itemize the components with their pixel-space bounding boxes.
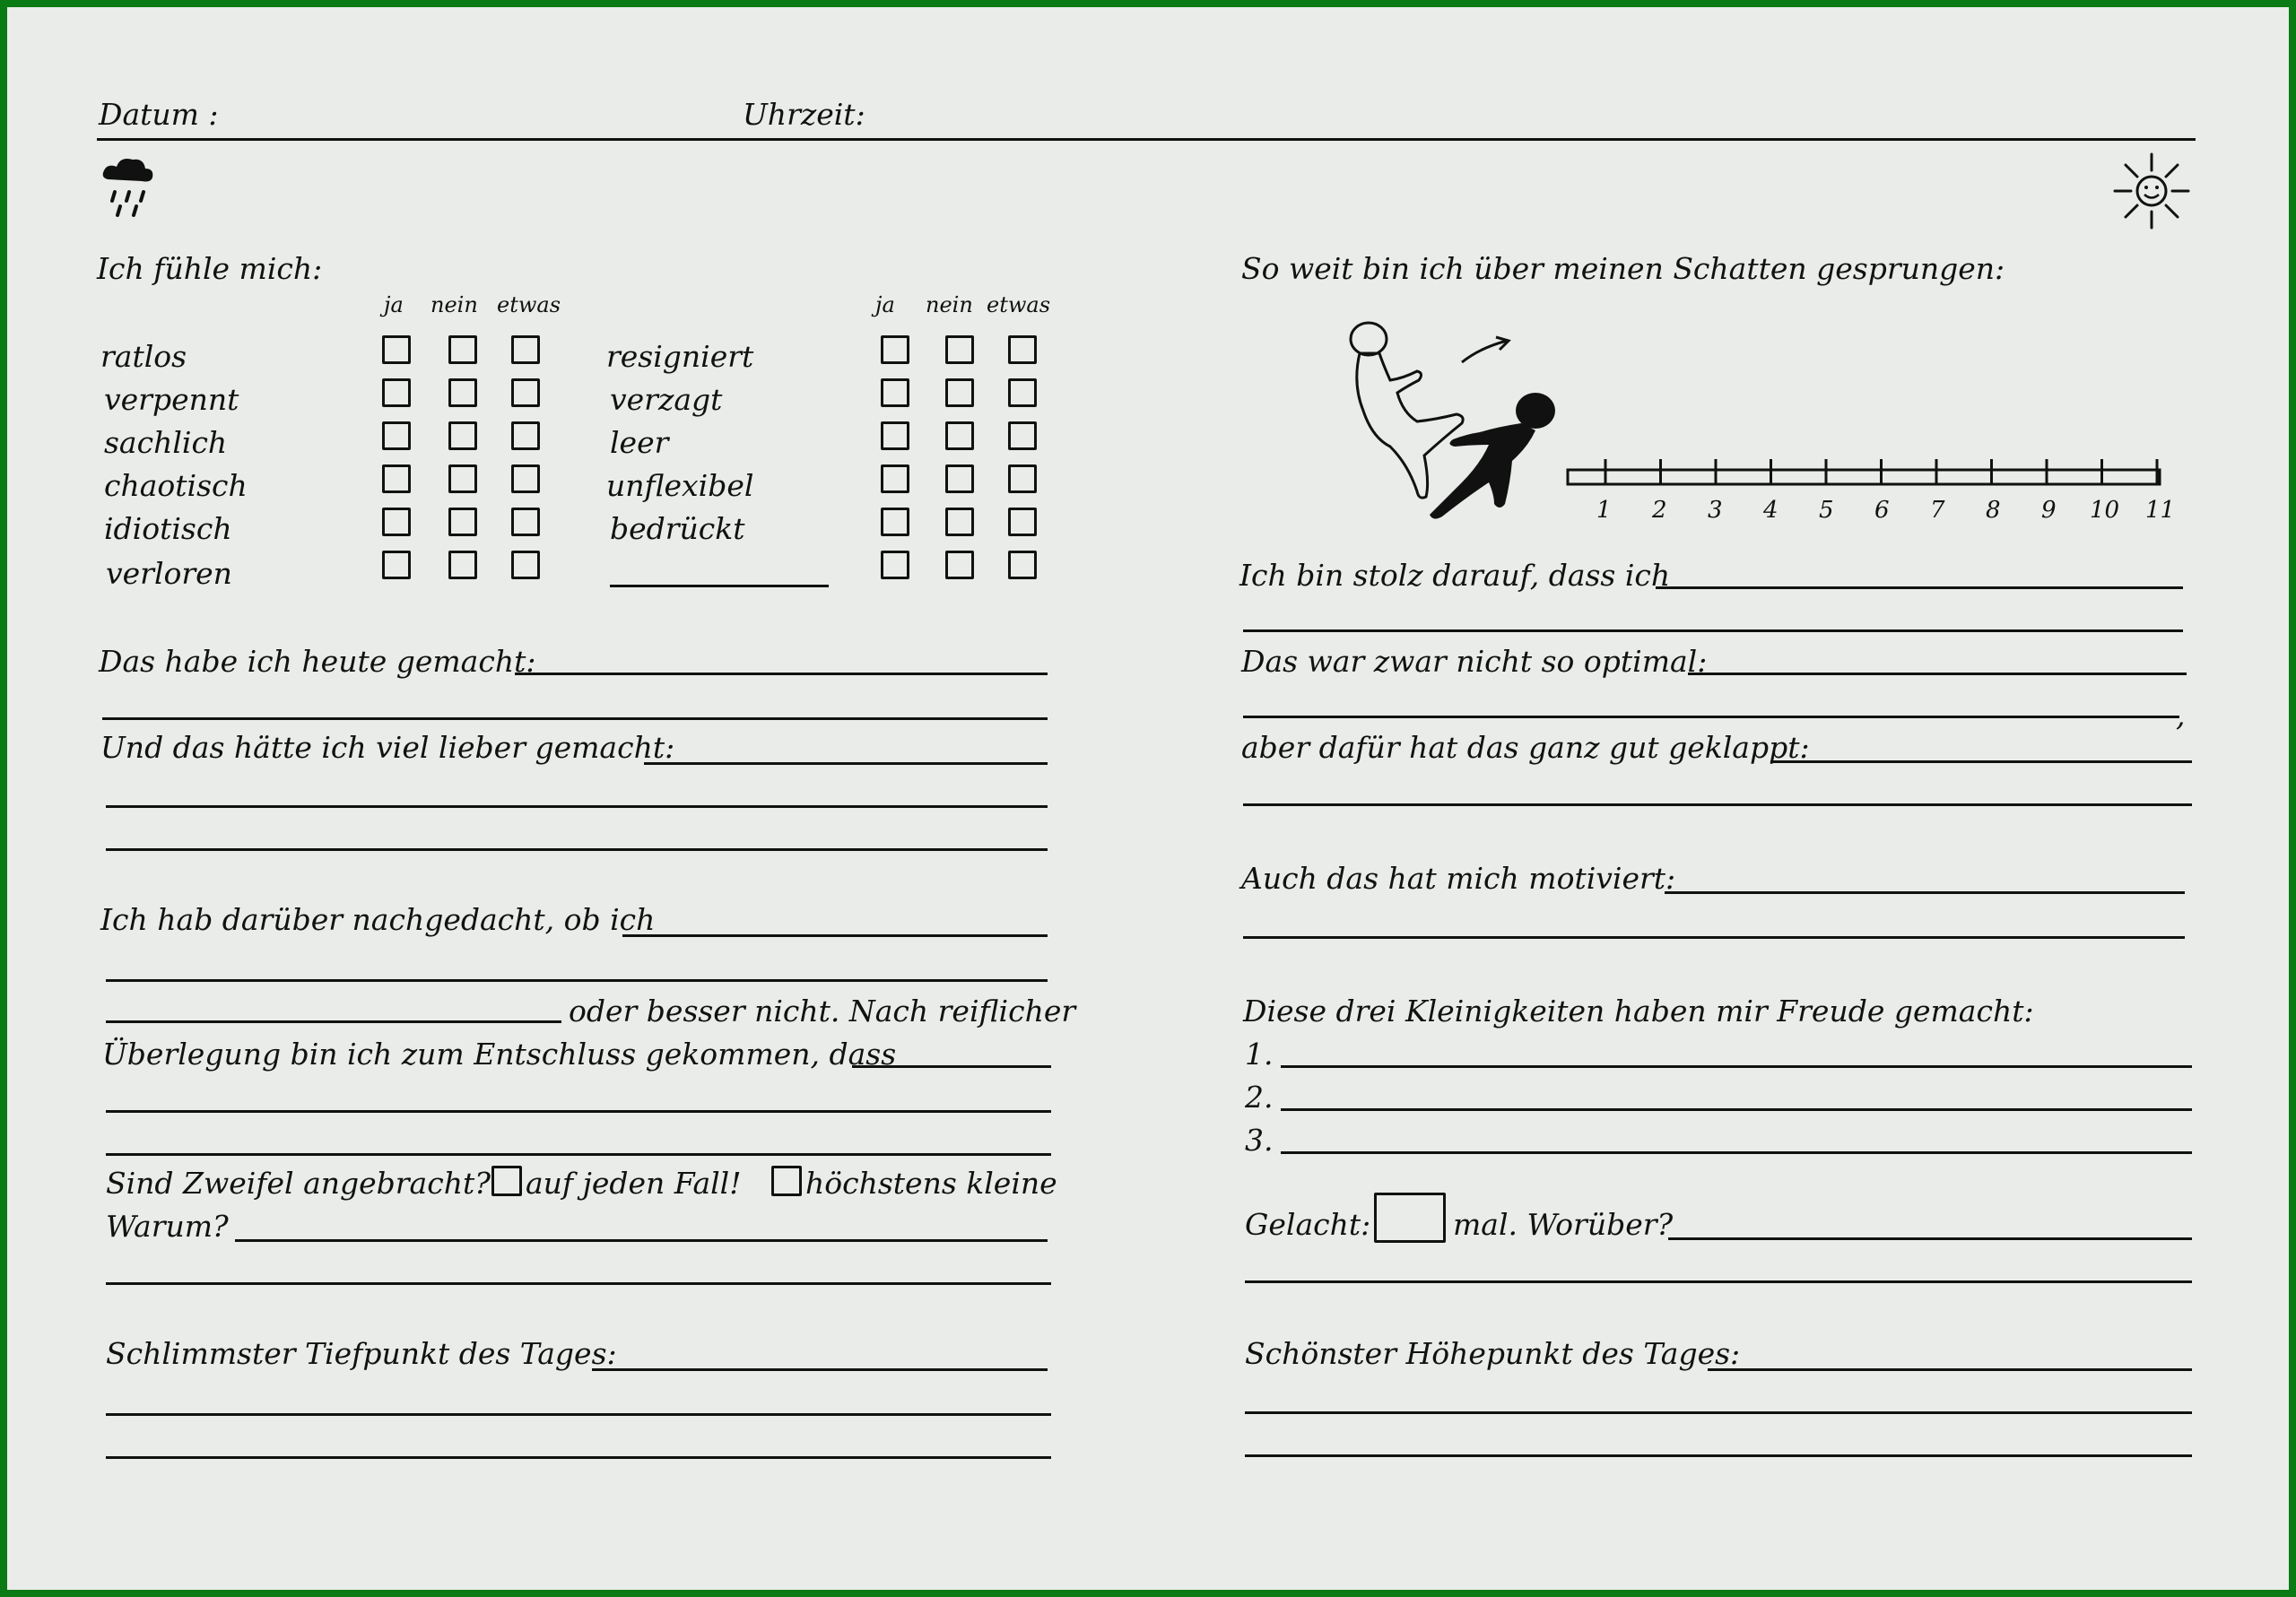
answer-line[interactable] [1665,891,2185,894]
checkbox-custom-nein[interactable] [945,551,974,579]
prompt-worked: aber dafür hat das ganz gut geklappt: [1241,730,1810,765]
checkbox-unflexibel-etwas[interactable] [1008,464,1037,493]
scale-number: 5 [1819,497,1834,524]
checkbox-unflexibel-ja[interactable] [881,464,909,493]
feeling-label: unflexibel [606,468,754,503]
checkbox-bedrueckt-etwas[interactable] [1008,508,1037,536]
col-ja-right: ja [875,292,895,317]
answer-line[interactable] [1245,1280,2192,1283]
checkbox-verzagt-ja[interactable] [881,378,909,407]
prompt-joys: Diese drei Kleinigkeiten haben mir Freude gemacht: [1243,994,2034,1029]
answer-line[interactable] [106,1282,1051,1285]
rain-cloud-icon [97,151,160,222]
answer-line[interactable] [106,1020,561,1023]
checkbox-idiotisch-ja[interactable] [382,508,411,536]
checkbox-doubts-definitely[interactable] [491,1166,522,1196]
prompt-high: Schönster Höhepunkt des Tages: [1245,1336,1741,1371]
prompt-not-optimal: Das war zwar nicht so optimal: [1241,644,1708,679]
joy-number: 2. [1245,1080,1274,1115]
checkbox-idiotisch-etwas[interactable] [511,508,540,536]
checkbox-chaotisch-ja[interactable] [382,464,411,493]
checkbox-verloren-nein[interactable] [448,551,477,579]
checkbox-verpennt-etwas[interactable] [511,378,540,407]
scale-number: 8 [1986,497,2001,524]
feeling-label: bedrückt [610,511,745,546]
feelings-title: Ich fühle mich: [97,251,323,286]
custom-feeling-line[interactable] [610,585,829,587]
checkbox-ratlos-etwas[interactable] [511,335,540,364]
checkbox-resigniert-ja[interactable] [881,335,909,364]
laugh-count-box[interactable] [1374,1193,1446,1243]
answer-line[interactable] [106,805,1048,808]
checkbox-resigniert-nein[interactable] [945,335,974,364]
checkbox-verpennt-nein[interactable] [448,378,477,407]
time-label: Uhrzeit: [743,97,865,132]
prompt-decision: Überlegung bin ich zum Entschluss gekommen, dass [102,1037,897,1072]
answer-line[interactable] [1281,1151,2192,1154]
feeling-label: verpennt [104,382,239,417]
scale-number: 2 [1652,497,1667,524]
checkbox-bedrueckt-ja[interactable] [881,508,909,536]
answer-line[interactable] [1281,1108,2192,1111]
date-label: Datum : [99,97,219,132]
comma-mark: , [2176,698,2186,733]
joy-number: 1. [1245,1037,1274,1072]
feeling-label: leer [610,425,669,460]
col-nein-right: nein [926,292,973,317]
checkbox-leer-etwas[interactable] [1008,421,1037,450]
prompt-why: Warum? [106,1209,229,1244]
checkbox-doubts-minor[interactable] [771,1166,802,1196]
checkbox-bedrueckt-nein[interactable] [945,508,974,536]
prompt-rather: Und das hätte ich viel lieber gemacht: [100,730,675,765]
checkbox-chaotisch-nein[interactable] [448,464,477,493]
answer-line[interactable] [852,1065,1051,1068]
prompt-doubts: Sind Zweifel angebracht? [106,1166,491,1201]
scale-number: 7 [1930,497,1945,524]
prompt-today: Das habe ich heute gemacht: [99,644,536,679]
answer-line[interactable] [592,1368,1048,1371]
feeling-label: chaotisch [104,468,248,503]
answer-line[interactable] [106,1153,1051,1156]
col-etwas-left: etwas [497,292,561,317]
checkbox-verzagt-etwas[interactable] [1008,378,1037,407]
feeling-label: sachlich [104,425,228,460]
scale-number: 3 [1708,497,1723,524]
jump-scale[interactable] [1559,447,2169,518]
journal-sheet [7,7,2289,1590]
answer-line[interactable] [1243,803,2192,806]
feeling-label: ratlos [100,339,187,374]
joy-number: 3. [1245,1123,1274,1158]
answer-line[interactable] [235,1239,1048,1242]
checkbox-sachlich-nein[interactable] [448,421,477,450]
answer-line[interactable] [1770,760,2192,763]
scale-number: 1 [1596,497,1612,524]
answer-line[interactable] [106,848,1048,851]
prompt-times-why: mal. Worüber? [1453,1207,1674,1242]
smiling-sun-icon [2111,151,2192,231]
checkbox-unflexibel-nein[interactable] [945,464,974,493]
checkbox-leer-nein[interactable] [945,421,974,450]
checkbox-ratlos-nein[interactable] [448,335,477,364]
answer-line[interactable] [644,762,1048,765]
answer-line[interactable] [106,1413,1051,1416]
checkbox-verloren-etwas[interactable] [511,551,540,579]
checkbox-ratlos-ja[interactable] [382,335,411,364]
answer-line[interactable] [1243,936,2185,939]
checkbox-custom-etwas[interactable] [1008,551,1037,579]
feeling-label: idiotisch [104,511,232,546]
answer-line[interactable] [1688,673,2187,675]
feeling-label: resigniert [606,339,754,374]
prompt-proud: Ich bin stolz darauf, dass ich [1239,558,1671,593]
checkbox-verpennt-ja[interactable] [382,378,411,407]
answer-line[interactable] [1656,586,2183,589]
answer-line[interactable] [102,717,1048,720]
option-definitely: auf jeden Fall! [526,1166,742,1201]
scale-number: 9 [2041,497,2057,524]
answer-line[interactable] [1668,1237,2192,1240]
answer-line[interactable] [1281,1065,2192,1068]
checkbox-sachlich-ja[interactable] [382,421,411,450]
header-line[interactable] [97,138,2196,141]
prompt-rather-not: oder besser nicht. Nach reiflicher [569,994,1076,1029]
checkbox-chaotisch-etwas[interactable] [511,464,540,493]
checkbox-sachlich-etwas[interactable] [511,421,540,450]
checkbox-idiotisch-nein[interactable] [448,508,477,536]
shadow-jump-illustration [1336,312,1570,527]
scale-number: 10 [2090,497,2120,524]
answer-line[interactable] [1243,716,2179,718]
prompt-laughed: Gelacht: [1245,1207,1371,1242]
checkbox-resigniert-etwas[interactable] [1008,335,1037,364]
option-minor: höchstens kleine [805,1166,1057,1201]
answer-line[interactable] [106,1456,1051,1459]
answer-line[interactable] [622,934,1048,937]
answer-line[interactable] [1243,629,2183,632]
feeling-label: verloren [106,556,232,591]
checkbox-leer-ja[interactable] [881,421,909,450]
checkbox-verzagt-nein[interactable] [945,378,974,407]
checkbox-verloren-ja[interactable] [382,551,411,579]
answer-line[interactable] [1245,1411,2192,1414]
prompt-thought: Ich hab darüber nachgedacht, ob ich [100,902,656,937]
prompt-shadow: So weit bin ich über meinen Schatten gesprungen: [1241,251,2005,286]
feeling-label: verzagt [610,382,723,417]
scale-number: 4 [1763,497,1779,524]
col-ja-left: ja [384,292,404,317]
col-nein-left: nein [430,292,478,317]
answer-line[interactable] [106,979,1048,982]
prompt-motivated: Auch das hat mich motiviert: [1241,861,1676,896]
col-etwas-right: etwas [987,292,1051,317]
scale-number: 11 [2145,497,2176,524]
prompt-low: Schlimmster Tiefpunkt des Tages: [106,1336,617,1371]
answer-line[interactable] [515,673,1048,675]
answer-line[interactable] [1245,1454,2192,1457]
answer-line[interactable] [1708,1368,2192,1371]
checkbox-custom-ja[interactable] [881,551,909,579]
answer-line[interactable] [106,1110,1051,1113]
scale-number: 6 [1874,497,1890,524]
